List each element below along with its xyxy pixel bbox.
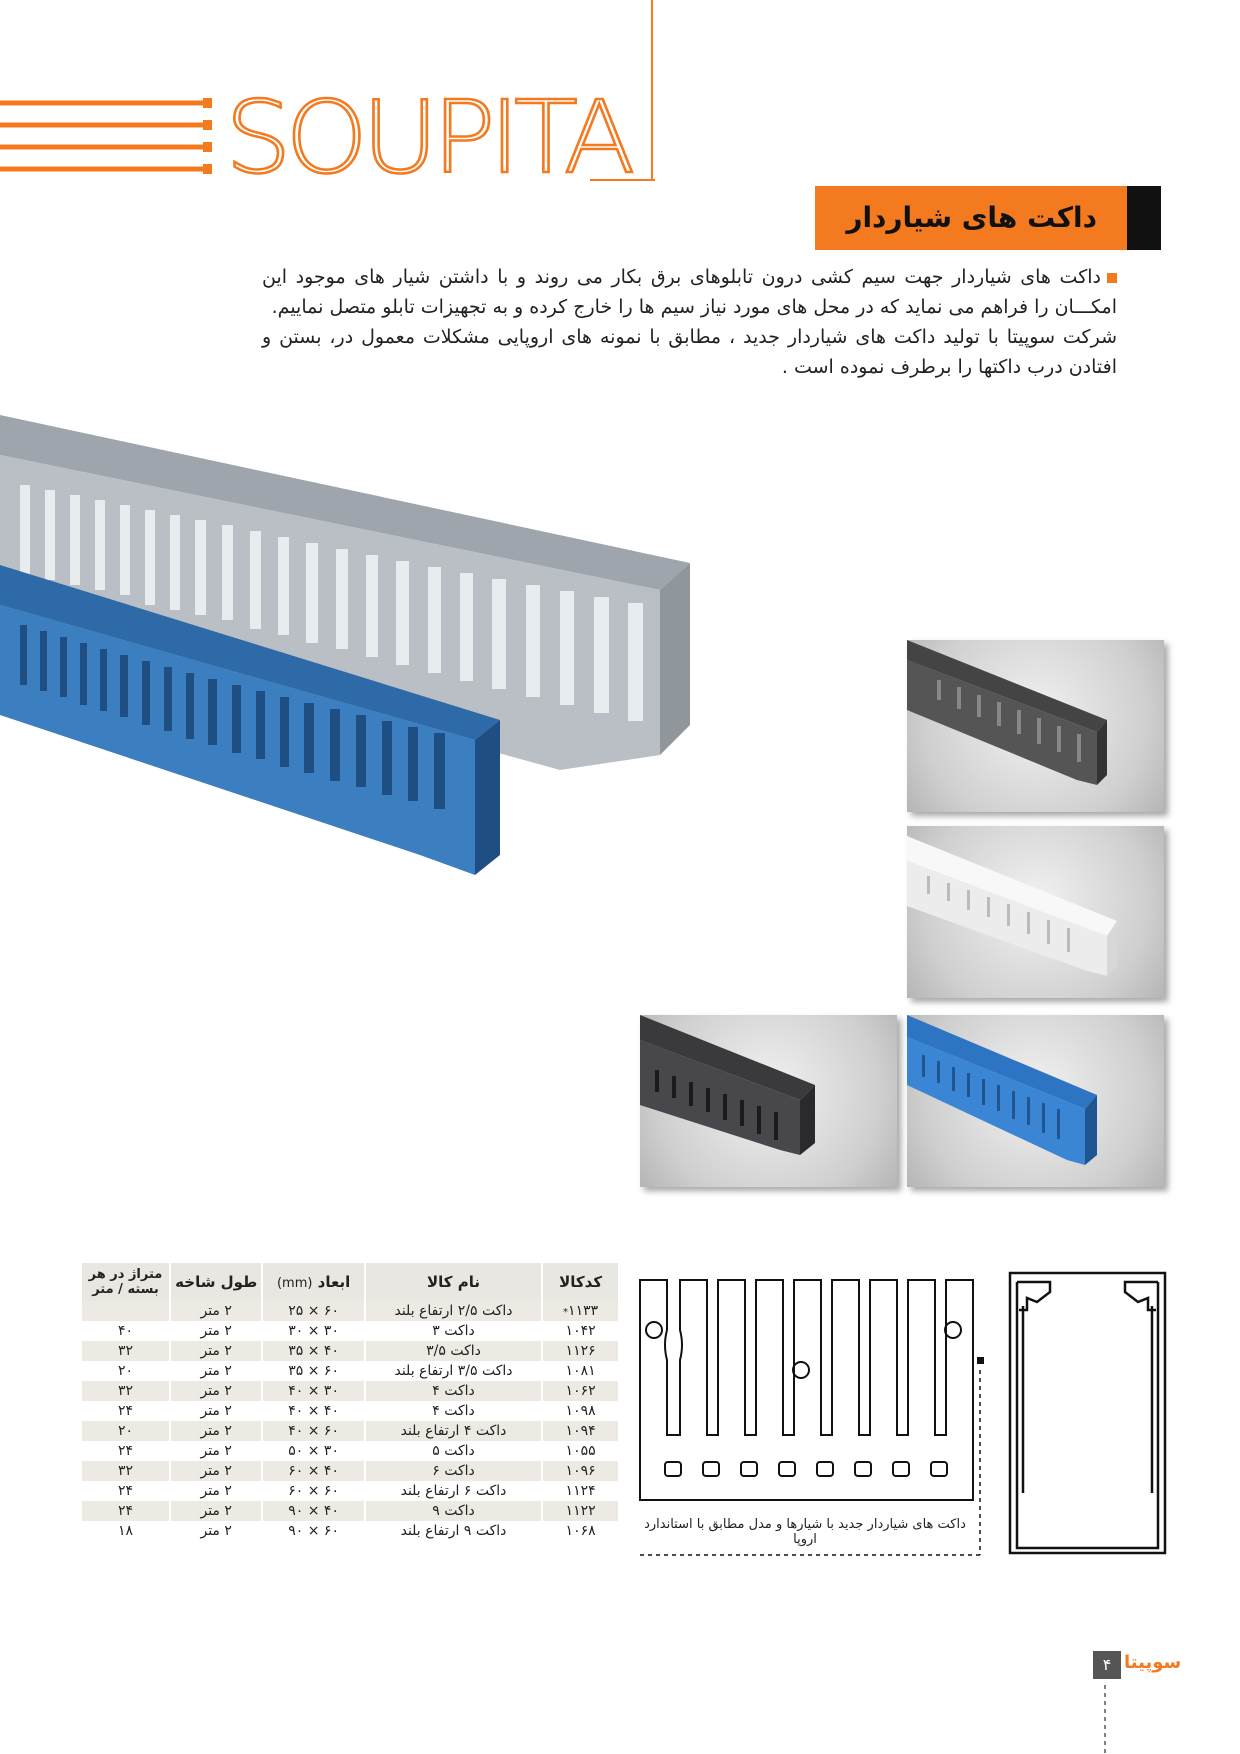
cell-dims: ۶۰ × ۹۰ [262,1521,364,1541]
header-meterage: متراژ در هر بسته / متر [81,1263,170,1301]
spec-table [80,1263,618,1541]
cell-meterage: ۳۲ [81,1381,170,1401]
page-number: ۴ [1093,1651,1121,1679]
cell-dims: ۳۰ × ۳۰ [262,1321,364,1341]
table-row [81,1381,618,1401]
cell-length: ۲ متر [170,1421,262,1441]
cell-code [542,1301,618,1321]
cell-meterage: ۳۲ [81,1341,170,1361]
logo-stripes [0,95,215,185]
table-row [81,1301,618,1321]
cell-length: ۲ متر [170,1341,262,1361]
table-row [81,1481,618,1501]
cell-name: داکت ۳ [365,1321,542,1341]
intro-text [262,262,1117,382]
table-row [81,1421,618,1441]
cell-meterage: ۳۲ [81,1461,170,1481]
footer-dashed-line [1103,1685,1107,1754]
cell-code: ۱۰۹۶ [542,1461,618,1481]
table-header-row [81,1263,618,1301]
intro-paragraph-1 [262,262,1117,322]
cell-dims: ۴۰ × ۹۰ [262,1501,364,1521]
table-row [81,1521,618,1541]
table-row [81,1501,618,1521]
table-row [81,1461,618,1481]
grey-duct-photo [907,640,1164,812]
cell-dims: ۶۰ × ۴۰ [262,1421,364,1441]
cell-dims: ۶۰ × ۳۵ [262,1361,364,1381]
header-dims-label: ابعاد [317,1273,351,1291]
cell-meterage: ۲۴ [81,1501,170,1521]
cell-meterage: ۱۸ [81,1521,170,1541]
table-row [81,1361,618,1381]
cell-code: ۱۱۲۴ [542,1481,618,1501]
cell-length: ۲ متر [170,1521,262,1541]
header-dims-unit: (mm) [276,1276,313,1291]
cell-meterage: ۲۴ [81,1401,170,1421]
table-row [81,1401,618,1421]
intro-paragraph-2: شرکت سوپیتا با تولید داکت های شیاردار جدید ، مطابق با نمونه های اروپایی مشکلات معمول در، بستن و افتادن درب داکتها را برطرف نموده است . [262,326,1117,378]
white-duct-photo [907,826,1164,998]
cell-meterage: ۲۰ [81,1421,170,1441]
cell-name: داکت ۴ ارتفاع بلند [365,1421,542,1441]
cell-dims: ۴۰ × ۴۰ [262,1401,364,1421]
cell-length: ۲ متر [170,1401,262,1421]
cell-length: ۲ متر [170,1381,262,1401]
cell-meterage [81,1301,170,1321]
cell-code: ۱۱۲۲ [542,1501,618,1521]
cell-name: داکت ۴ [365,1401,542,1421]
white-duct-illustration [907,826,1164,998]
cell-code: ۱۱۲۶ [542,1341,618,1361]
cell-dims: ۶۰ × ۲۵ [262,1301,364,1321]
cell-length: ۲ متر [170,1481,262,1501]
grey-duct-illustration [907,640,1164,812]
header-dims [262,1263,364,1301]
cell-length: ۲ متر [170,1501,262,1521]
header-length: طول شاخه [170,1263,262,1301]
cell-name: داکت ۳/۵ [365,1341,542,1361]
cell-length: ۲ متر [170,1461,262,1481]
cell-code: ۱۰۹۴ [542,1421,618,1441]
table-row [81,1441,618,1461]
brand-logo: SOUPITA [225,79,630,196]
footer-brand: سوپیتا [1124,1652,1182,1673]
hero-duct-photo [0,415,690,875]
duct-cross-section-drawing [1005,1268,1170,1558]
black-duct-illustration [640,1015,897,1187]
black-duct-photo [640,1015,897,1187]
cell-meterage: ۴۰ [81,1321,170,1341]
diagram-caption: داکت های شیاردار جدید با شیارها و مدل مطابق با استاندارد اروپا [644,1517,966,1547]
cell-code: ۱۰۹۸ [542,1401,618,1421]
table-row [81,1341,618,1361]
cell-name: داکت ۹ [365,1501,542,1521]
cell-dims: ۳۰ × ۵۰ [262,1441,364,1461]
cell-meterage: ۲۴ [81,1481,170,1501]
cell-length: ۲ متر [170,1441,262,1461]
code-text: ۱۱۳۳ [568,1303,599,1319]
cell-dims: ۴۰ × ۶۰ [262,1461,364,1481]
cell-dims: ۶۰ × ۶۰ [262,1481,364,1501]
cell-length: ۲ متر [170,1301,262,1321]
blue-duct-illustration [907,1015,1164,1187]
cell-name: داکت ۳/۵ ارتفاع بلند [365,1361,542,1381]
cell-code: ۱۰۵۵ [542,1441,618,1461]
blue-duct-photo [907,1015,1164,1187]
section-title: داکت های شیاردار [846,201,1097,234]
cell-length: ۲ متر [170,1321,262,1341]
cell-code: ۱۰۸۱ [542,1361,618,1381]
cell-name: داکت ۴ [365,1381,542,1401]
cell-code: ۱۰۴۲ [542,1321,618,1341]
asterisk-mark: * [563,1307,569,1318]
cell-name: داکت ۶ [365,1461,542,1481]
cell-dims: ۳۰ × ۴۰ [262,1381,364,1401]
section-banner-accent [1127,186,1161,250]
cell-name: داکت ۵ [365,1441,542,1461]
cell-meterage: ۲۰ [81,1361,170,1381]
cell-length: ۲ متر [170,1361,262,1381]
square-bullet-icon [1107,273,1117,283]
cell-name: داکت ۹ ارتفاع بلند [365,1521,542,1541]
cell-dims: ۴۰ × ۳۵ [262,1341,364,1361]
cell-name: داکت ۲/۵ ارتفاع بلند [365,1301,542,1321]
header-code: کدکالا [542,1263,618,1301]
cell-name: داکت ۶ ارتفاع بلند [365,1481,542,1501]
cell-code: ۱۰۶۸ [542,1521,618,1541]
cell-meterage: ۲۴ [81,1441,170,1461]
cell-code: ۱۰۶۲ [542,1381,618,1401]
header-name: نام کالا [365,1263,542,1301]
table-row [81,1321,618,1341]
intro-paragraph-1-text: داکت های شیاردار جهت سیم کشی درون تابلوهای برق بکار می روند و با داشتن شیار های موجود این امکـــان را فراهم می نماید که در محل های مورد نیاز سیم ها را خارج کرده و به تجهیزات تابلو متصل نماییم. [262,266,1117,318]
